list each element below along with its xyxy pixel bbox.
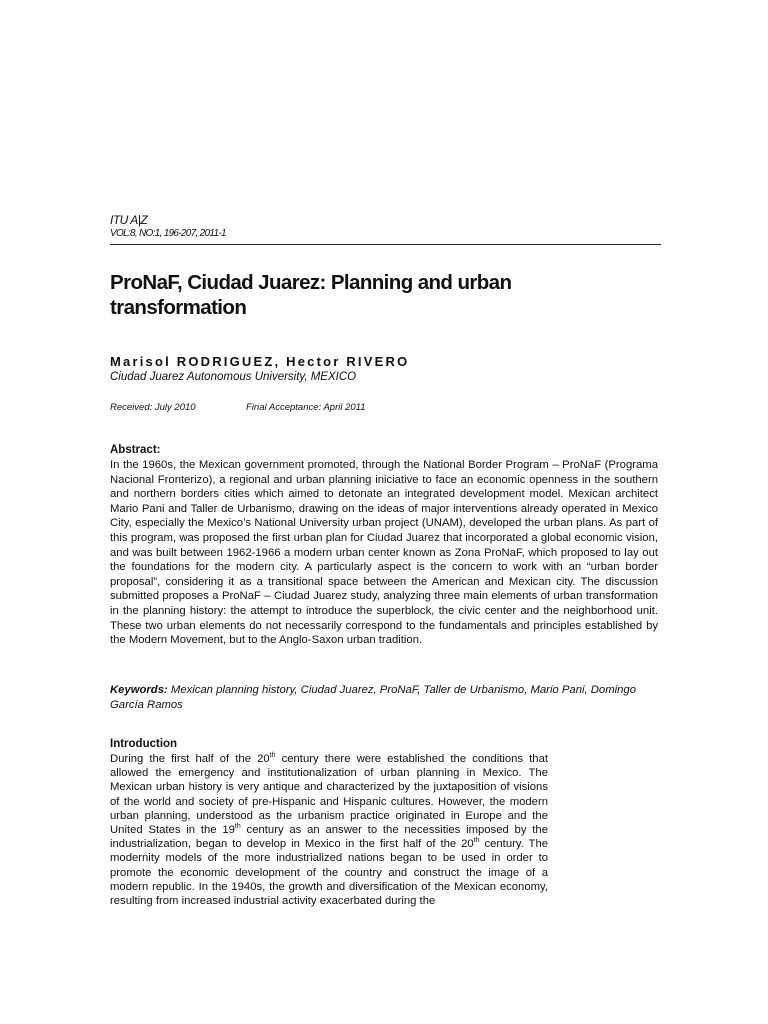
received-date: Received: July 2010 <box>110 402 196 413</box>
keywords-label: Keywords: <box>110 684 168 696</box>
intro-segment: During the first half of the 20 <box>110 753 270 765</box>
superscript: th <box>234 823 241 831</box>
intro-segment: century as an answer to the necessities imposed by the industrialization, began to develop in Mexico in the first half of the 20 <box>110 824 548 851</box>
superscript: th <box>269 752 276 759</box>
submission-dates <box>110 402 366 413</box>
acceptance-date: Final Acceptance: April 2011 <box>246 402 366 413</box>
abstract-heading: Abstract: <box>110 444 161 456</box>
header-divider <box>110 244 661 245</box>
journal-name: ITU A|Z <box>110 213 148 227</box>
journal-volume: VOL:8, NO:1, 196-207, 2011-1 <box>110 228 226 239</box>
introduction-text <box>110 752 548 908</box>
paper-authors: Marisol RODRIGUEZ, Hector RIVERO <box>110 354 410 369</box>
keywords-text: Mexican planning history, Ciudad Juarez, ProNaF, Taller de Urbanismo, Mario Pani, Domingo García Ramos <box>110 684 636 711</box>
journal-header <box>110 214 226 240</box>
paper-title: ProNaF, Ciudad Juarez: Planning and urban transformation <box>110 271 512 319</box>
author-affiliation: Ciudad Juarez Autonomous University, MEXICO <box>110 371 357 383</box>
intro-segment: century there were established the conditions that allowed the emergency and institutionalization of urban planning in Mexico. The Mexican urban history is very antique and characterized by the juxtaposition of visions of the world and society of pre-Hispanic and Hispanic cultures. However, the modern urban planning, understood as the urbanism practice originated in Europe and the United States in the 19 <box>110 753 548 837</box>
superscript: th <box>473 837 480 845</box>
keywords <box>110 683 660 712</box>
intro-segment: century. The modernity models of the more industrialized nations began to be used in order to promote the economic development of the country and construct the image of a modern republic. In the 1940s, the growth and diversification of the Mexican economy, resulting from increased industrial activity exacerbated during the <box>110 838 549 908</box>
abstract-text: In the 1960s, the Mexican government promoted, through the National Border Program – ProNaF (Programa Nacional Fronterizo), a regional and urban planning iniciative to face an economic openness in the southern and northern borders cities which aimed to detonate an integrated development model. Mexican architect Mario Pani and Taller de Urbanismo, drawing on the ideas of major interventions already operated in Mexico City, especially the Mexico’s National University urban project (UNAM), developed the urban plans. As part of this program, was proposed the first urban plan for Ciudad Juarez that incorporated a global economic vision, and was built between 1962-1966 a modern urban center known as Zona ProNaF, which proposed to lay out the foundations for the modern city. A particularly aspect is the concern to work with an “urban border proposal”, considering it as a transitional space between the American and Mexican city. The discussion submitted proposes a ProNaF – Ciudad Juarez study, analyzing three main elements of urban transformation in the planning history: the attempt to introduce the superblock, the civic center and the neighborhood unit. These two urban elements do not necessarily correspond to the fundamentals and principles established by the Modern Movement, but to the Anglo-Saxon urban tradition. <box>110 459 658 647</box>
introduction-heading: Introduction <box>110 738 178 750</box>
